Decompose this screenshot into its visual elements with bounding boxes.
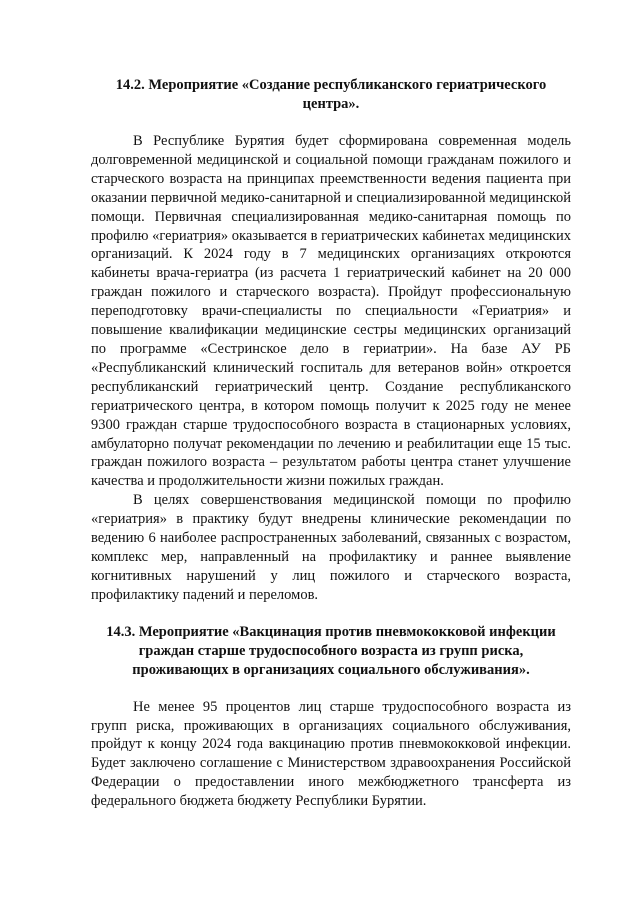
section-14-3-paragraph-1: Не менее 95 процентов лиц старше трудоспособного возраста из групп риска, проживающих в организациях социального обслуживания, пройдут к концу 2024 года вакцинацию против пневмококковой инфекции. Будет заключено соглашение с Министерством здравоохранения Российской Федерации о предоставлении иного межбюджетного трансферта из федерального бюджета бюджету Республики Бурятии. <box>91 698 571 810</box>
document-page <box>91 76 571 811</box>
section-14-2-paragraph-2: В целях совершенствования медицинской помощи по профилю «гериатрия» в практику будут внедрены клинические рекомендации по ведению 6 наиболее распространенных заболеваний, связанных с возрастом, комплекс мер, направленный на профилактику и раннее выявление когнитивных нарушений у лиц пожилого и старческого возраста, профилактику падений и переломов. <box>91 492 571 603</box>
section-heading-14-2: 14.2. Мероприятие «Создание республиканского гериатрического центра». <box>115 77 547 112</box>
section-heading-14-3: 14.3. Мероприятие «Вакцинация против пневмококковой инфекции граждан старше трудоспособного возраста из групп риска, проживающих в организациях социального обслуживания». <box>106 623 556 678</box>
section-14-2-paragraph-1: В Республике Бурятия будет сформирована современная модель долговременной медицинской и социальной помощи гражданам пожилого и старческого возраста на принципах преемственности ведения пациента при оказании первичной медико-санитарной и специализированной медицинской помощи. Первичная специализированная медико-санитарная помощь по профилю «гериатрия» оказывается в гериатрических кабинетах медицинских организаций. К 2024 году в 7 медицинских организациях откроются кабинеты врача-гериатра (из расчета 1 гериатрический кабинет на 20 000 граждан пожилого и старческого возраста). Пройдут профессиональную переподготовку врачи-специалисты по специальности «Гериатрия» и повышение квалификации медицинские сестры медицинских организаций по программе «Сестринское дело в гериатрии». На базе АУ РБ «Республиканский клинический госпиталь для ветеранов войн» откроется республиканский гериатрический центр. Создание республиканского гериатрического центра, в котором помощь получит к 2025 году не менее 9300 граждан старше трудоспособного возраста в стационарных условиях, амбулаторно получат рекомендации по лечению и реабилитации еще 15 тыс. граждан пожилого возраста – результатом работы центра станет улучшение качества и продолжительности жизни пожилых граждан. <box>91 133 571 490</box>
